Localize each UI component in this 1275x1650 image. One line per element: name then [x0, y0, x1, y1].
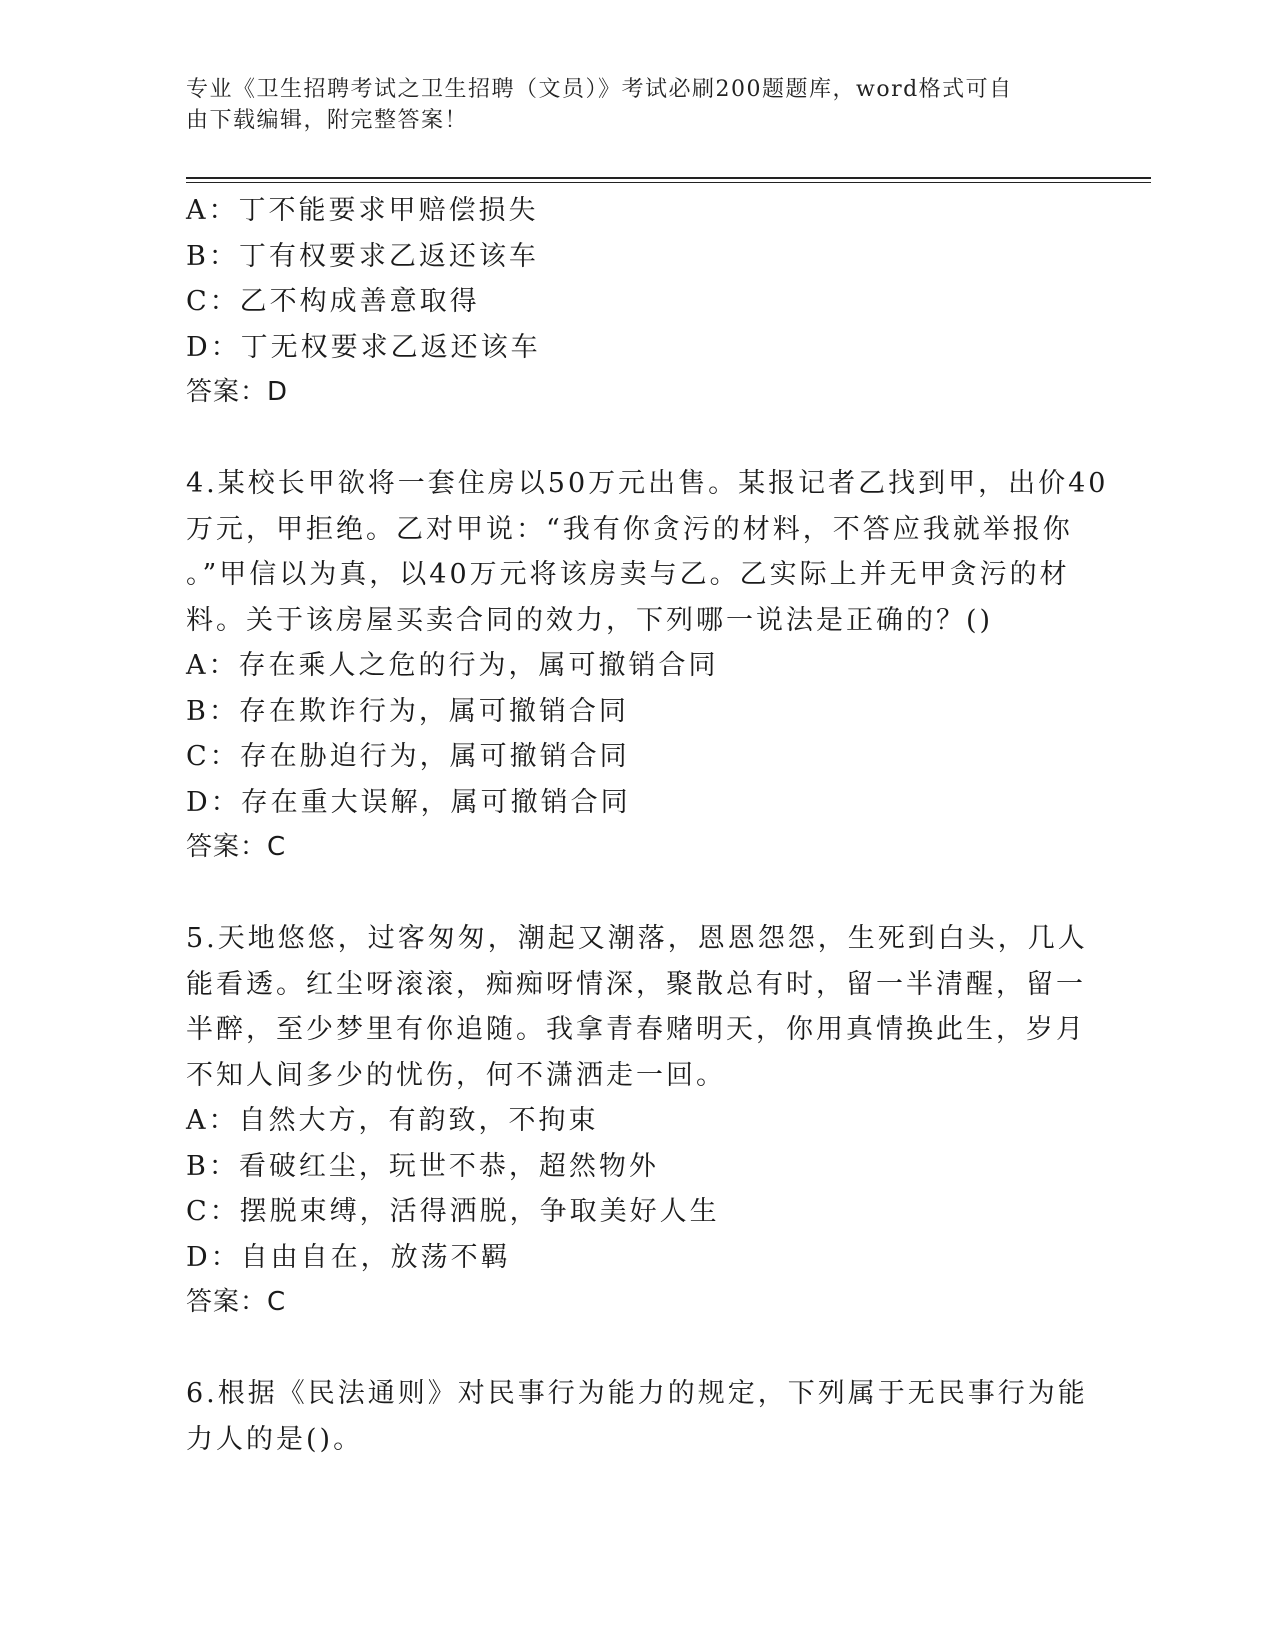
option-a: A：丁不能要求甲赔偿损失 [186, 195, 539, 226]
question-3 [186, 188, 1086, 416]
option-b: B：丁有权要求乙返还该车 [186, 240, 539, 272]
header-divider-thick [186, 177, 1151, 179]
question-6 [186, 1371, 1086, 1462]
question-stem-line: 6.根据《民法通则》对民事行为能力的规定，下列属于无民事行为能 [186, 1378, 1088, 1409]
question-stem-line: 不知人间多少的忧伤，何不潇洒走一回。 [186, 1059, 726, 1091]
spacer [186, 871, 1086, 917]
question-stem-line: 。”甲信以为真，以40万元将该房卖与乙。乙实际上并无甲贪污的材 [186, 559, 1070, 590]
header-line-2: 由下载编辑，附完整答案！ [186, 108, 469, 133]
header-line-1: 专业《卫生招聘考试之卫生招聘（文员）》考试必刷200题题库，word格式可自 [186, 77, 1013, 102]
option-d: D：自由自在，放荡不羁 [186, 1241, 511, 1273]
option-d: D：丁无权要求乙返还该车 [186, 331, 541, 363]
question-stem-line: 力人的是()。 [186, 1423, 364, 1455]
page-header [186, 74, 1066, 136]
question-5 [186, 916, 1086, 1326]
option-b: B：看破红尘，玩世不恭，超然物外 [186, 1150, 659, 1182]
option-c: C：存在胁迫行为，属可撤销合同 [186, 741, 630, 772]
question-stem-line: 5.天地悠悠，过客匆匆，潮起又潮落，恩恩怨怨，生死到白头，几人 [186, 923, 1088, 954]
answer-line: 答案：D [186, 377, 289, 407]
question-stem-line: 半醉，至少梦里有你追随。我拿青春赌明天，你用真情换此生，岁月 [186, 1014, 1086, 1045]
option-b: B：存在欺诈行为，属可撤销合同 [186, 695, 629, 727]
option-d: D：存在重大误解，属可撤销合同 [186, 786, 631, 818]
option-c: C：乙不构成善意取得 [186, 286, 480, 317]
question-4 [186, 461, 1109, 871]
document-body [186, 188, 1109, 1462]
option-a: A：存在乘人之危的行为，属可撤销合同 [186, 650, 719, 681]
question-stem-line: 料。关于该房屋买卖合同的效力，下列哪一说法是正确的？() [186, 604, 994, 636]
spacer [186, 416, 1086, 462]
answer-line: 答案：C [186, 832, 287, 862]
option-c: C：摆脱束缚，活得洒脱，争取美好人生 [186, 1196, 720, 1227]
option-a: A：自然大方，有韵致，不拘束 [186, 1105, 599, 1136]
question-stem-line: 能看透。红尘呀滚滚，痴痴呀情深，聚散总有时，留一半清醒，留一 [186, 968, 1086, 1000]
answer-line: 答案：C [186, 1287, 287, 1317]
spacer [186, 1326, 1086, 1372]
header-divider-thin [186, 182, 1151, 183]
question-stem-line: 万元，甲拒绝。乙对甲说：“我有你贪污的材料，不答应我就举报你 [186, 513, 1073, 545]
question-stem-line: 4.某校长甲欲将一套住房以50万元出售。某报记者乙找到甲，出价40 [186, 468, 1109, 499]
